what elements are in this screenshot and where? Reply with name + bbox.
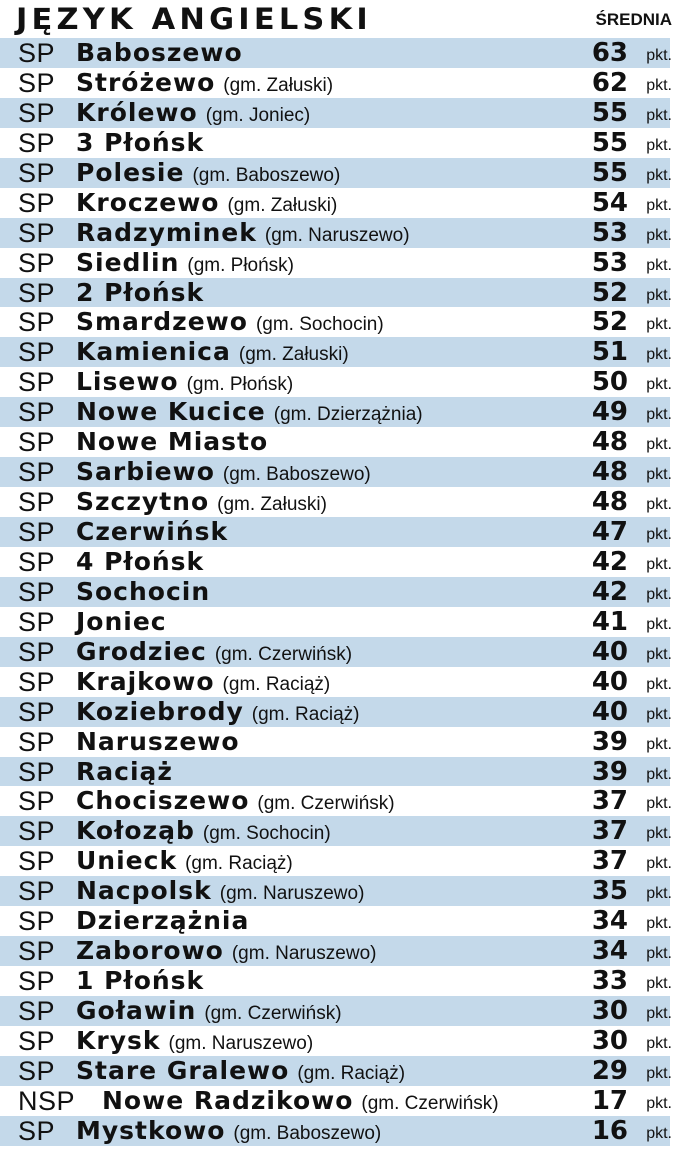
score-unit: pkt. <box>646 136 672 154</box>
list-item <box>0 457 700 487</box>
list-item <box>0 128 700 158</box>
school-name: Sarbiewo <box>76 457 215 487</box>
score-unit: pkt. <box>646 406 672 424</box>
school-type: SP <box>18 277 56 308</box>
school-name-group <box>76 218 410 251</box>
list-item <box>0 727 700 757</box>
school-name-group <box>76 816 331 849</box>
municipality-note: (gm. Czerwińsk) <box>214 643 353 665</box>
school-name: Lisewo <box>76 367 179 397</box>
school-name-group <box>76 607 167 637</box>
school-name: 2 Płońsk <box>76 277 205 307</box>
school-name-group <box>76 697 359 730</box>
score-unit: pkt. <box>646 466 672 484</box>
list-item <box>0 697 700 727</box>
school-type: NSP <box>18 1085 76 1116</box>
score-unit: pkt. <box>646 585 672 603</box>
list-item <box>0 577 700 607</box>
municipality-note: (gm. Czerwińsk) <box>257 793 395 815</box>
school-type: SP <box>18 457 56 488</box>
score-unit: pkt. <box>646 346 672 364</box>
list-item <box>0 248 700 278</box>
municipality-note: (gm. Załuski) <box>223 74 334 96</box>
score-unit: pkt. <box>646 316 672 334</box>
score-unit: pkt. <box>646 106 672 124</box>
list-item <box>0 906 700 936</box>
list-item <box>0 487 700 517</box>
school-name: Krajkowo <box>76 666 215 696</box>
school-name: Siedlin <box>76 247 180 277</box>
list-item <box>0 188 700 218</box>
school-name: Mystkowo <box>76 1115 226 1145</box>
school-type: SP <box>18 397 56 428</box>
school-name: Kamienica <box>76 337 231 367</box>
school-name-group <box>76 1026 313 1059</box>
average-score: 30 <box>591 1025 628 1056</box>
average-score: 42 <box>591 576 628 607</box>
school-name-group <box>76 397 423 430</box>
school-name: Zaborowo <box>76 936 224 966</box>
municipality-note: (gm. Załuski) <box>238 344 349 366</box>
average-score: 55 <box>591 127 628 158</box>
school-name: Dzierzążnia <box>76 906 250 936</box>
list-item <box>0 876 700 906</box>
average-score: 29 <box>591 1055 628 1086</box>
average-score: 40 <box>591 636 628 667</box>
school-type: SP <box>18 816 56 847</box>
average-score: 40 <box>591 696 628 727</box>
school-name-group <box>76 427 268 457</box>
municipality-note: (gm. Czerwińsk) <box>204 1003 342 1024</box>
score-unit: pkt. <box>646 645 672 663</box>
list-item <box>0 637 700 667</box>
school-name: Chociszewo <box>76 786 250 816</box>
school-name-group <box>102 1086 499 1119</box>
score-unit: pkt. <box>646 1005 672 1022</box>
school-name: Szczytno <box>76 487 210 517</box>
average-score: 49 <box>591 397 628 428</box>
school-name-group <box>76 307 384 340</box>
school-type: SP <box>18 696 56 727</box>
school-type: SP <box>18 576 56 607</box>
score-unit: pkt. <box>646 915 672 933</box>
school-name-group <box>76 966 204 996</box>
municipality-note: (gm. Baboszewo) <box>233 1122 382 1144</box>
list-item <box>0 667 700 697</box>
average-score: 37 <box>591 816 628 847</box>
score-unit: pkt. <box>646 945 672 963</box>
school-name-group <box>76 248 294 281</box>
municipality-note: (gm. Naruszewo) <box>168 1032 314 1054</box>
average-score: 42 <box>591 546 628 577</box>
score-unit: pkt. <box>646 256 672 274</box>
school-name: Stare Gralewo <box>76 1055 290 1085</box>
list-item <box>0 816 700 846</box>
school-name-group <box>76 337 349 370</box>
average-score: 30 <box>591 996 628 1026</box>
school-name-group <box>76 936 377 969</box>
school-name: Smardzewo <box>76 307 248 337</box>
score-unit: pkt. <box>646 1034 672 1052</box>
list-item <box>0 846 700 876</box>
school-type: SP <box>18 666 56 697</box>
score-unit: pkt. <box>646 705 672 723</box>
average-score: 62 <box>591 67 628 98</box>
score-unit: pkt. <box>646 496 672 514</box>
school-type: SP <box>18 996 56 1026</box>
municipality-note: (gm. Płońsk) <box>186 374 294 396</box>
list-item <box>0 38 700 68</box>
list-item <box>0 1026 700 1056</box>
school-name: 4 Płońsk <box>76 546 205 576</box>
school-name: Naruszewo <box>76 726 240 756</box>
school-name-group <box>76 846 293 879</box>
municipality-note: (gm. Naruszewo) <box>219 883 365 905</box>
municipality-note: (gm. Baboszewo) <box>192 164 341 186</box>
score-unit: pkt. <box>646 376 672 394</box>
school-name-group <box>76 128 204 158</box>
average-score: 33 <box>591 966 628 997</box>
school-name-group <box>76 906 249 936</box>
school-name-group <box>76 278 204 308</box>
school-type: SP <box>18 636 56 667</box>
score-unit: pkt. <box>646 885 672 903</box>
school-type: SP <box>18 606 56 637</box>
school-name-group <box>76 1056 405 1089</box>
score-unit: pkt. <box>646 436 672 454</box>
municipality-note: (gm. Baboszewo) <box>222 464 371 486</box>
school-name: Polesie <box>76 157 185 187</box>
list-item <box>0 337 700 367</box>
average-score: 55 <box>591 157 628 188</box>
list-item <box>0 757 700 787</box>
school-type: SP <box>18 367 56 398</box>
school-type: SP <box>18 487 56 518</box>
school-type: SP <box>18 876 56 907</box>
school-name-group <box>76 727 240 757</box>
score-unit: pkt. <box>646 975 672 993</box>
list-item <box>0 1116 700 1146</box>
school-type: SP <box>18 756 56 787</box>
school-type: SP <box>18 1055 56 1086</box>
average-score: 53 <box>591 217 628 248</box>
score-unit: pkt. <box>646 1124 672 1142</box>
school-name-group <box>76 367 293 400</box>
average-score: 16 <box>591 1115 628 1146</box>
score-unit: pkt. <box>646 795 672 813</box>
score-unit: pkt. <box>646 196 672 214</box>
school-type: SP <box>18 427 56 458</box>
school-name-group <box>76 876 364 909</box>
school-name: Sochocin <box>76 576 211 606</box>
average-score: 41 <box>591 606 628 637</box>
list-item <box>0 547 700 577</box>
school-name-group <box>76 1116 381 1149</box>
page-title: JĘZYK ANGIELSKI <box>16 2 372 36</box>
school-name: 1 Płońsk <box>76 966 205 996</box>
school-name-group <box>76 68 333 101</box>
school-name-group <box>76 637 352 670</box>
school-name-group <box>76 457 371 490</box>
school-type: SP <box>18 97 56 128</box>
municipality-note: (gm. Raciąż) <box>297 1062 406 1084</box>
school-type: SP <box>18 127 56 158</box>
municipality-note: (gm. Czerwińsk) <box>361 1092 499 1114</box>
list-item <box>0 68 700 98</box>
school-type: SP <box>18 1115 56 1146</box>
school-name: Koziebrody <box>76 696 244 726</box>
school-type: SP <box>18 337 56 368</box>
list-item <box>0 966 700 996</box>
municipality-note: (gm. Załuski) <box>227 194 338 216</box>
school-name: Baboszewo <box>76 38 243 67</box>
school-name: Kołoząb <box>76 816 195 846</box>
results-list <box>0 38 700 1146</box>
list-item <box>0 307 700 337</box>
list-item <box>0 1086 700 1116</box>
average-score: 17 <box>591 1085 628 1116</box>
school-type: SP <box>18 846 56 877</box>
school-name: 3 Płońsk <box>76 127 205 157</box>
average-column-header: ŚREDNIA <box>595 10 672 29</box>
list-item <box>0 397 700 427</box>
score-unit: pkt. <box>646 76 672 94</box>
list-item <box>0 786 700 816</box>
average-score: 63 <box>591 38 628 68</box>
school-type: SP <box>18 187 56 218</box>
list-item <box>0 996 700 1026</box>
list-item <box>0 367 700 397</box>
score-unit: pkt. <box>646 166 672 184</box>
school-name-group <box>76 517 228 547</box>
score-unit: pkt. <box>646 526 672 543</box>
average-score: 55 <box>591 97 628 128</box>
average-score: 37 <box>591 786 628 817</box>
score-unit: pkt. <box>646 855 672 873</box>
score-unit: pkt. <box>646 765 672 783</box>
table-header <box>0 0 700 38</box>
school-type: SP <box>18 38 56 68</box>
school-type: SP <box>18 966 56 997</box>
score-unit: pkt. <box>646 47 672 64</box>
list-item <box>0 427 700 457</box>
school-name: Stróżewo <box>76 67 216 97</box>
score-unit: pkt. <box>646 675 672 693</box>
school-name-group <box>76 996 342 1029</box>
school-type: SP <box>18 726 56 757</box>
average-score: 51 <box>591 337 628 368</box>
list-item <box>0 98 700 128</box>
average-score: 48 <box>591 427 628 458</box>
municipality-note: (gm. Naruszewo) <box>231 943 377 965</box>
average-score: 48 <box>591 487 628 518</box>
score-unit: pkt. <box>646 286 672 304</box>
school-name-group <box>76 547 204 577</box>
school-name-group <box>76 38 243 68</box>
list-item <box>0 158 700 188</box>
school-name: Grodziec <box>76 636 207 666</box>
municipality-note: (gm. Raciąż) <box>251 703 360 725</box>
average-score: 48 <box>591 457 628 488</box>
school-type: SP <box>18 906 56 937</box>
municipality-note: (gm. Sochocin) <box>202 823 331 845</box>
list-item <box>0 278 700 308</box>
school-type: SP <box>18 517 56 547</box>
score-unit: pkt. <box>646 555 672 573</box>
school-type: SP <box>18 217 56 248</box>
school-name: Nowe Kucice <box>76 397 266 427</box>
score-unit: pkt. <box>646 1094 672 1112</box>
school-type: SP <box>18 307 56 338</box>
average-score: 52 <box>591 307 628 338</box>
average-score: 35 <box>591 876 628 907</box>
school-name-group <box>76 577 210 607</box>
school-type: SP <box>18 67 56 98</box>
school-name: Unieck <box>76 846 178 876</box>
school-name: Raciąż <box>76 756 173 786</box>
school-type: SP <box>18 157 56 188</box>
school-type: SP <box>18 936 56 967</box>
list-item <box>0 218 700 248</box>
municipality-note: (gm. Naruszewo) <box>264 224 410 246</box>
average-score: 39 <box>591 756 628 787</box>
average-score: 34 <box>591 936 628 967</box>
score-unit: pkt. <box>646 226 672 244</box>
municipality-note: (gm. Płońsk) <box>187 254 295 276</box>
school-type: SP <box>18 786 56 817</box>
average-score: 52 <box>591 277 628 308</box>
average-score: 37 <box>591 846 628 877</box>
school-type: SP <box>18 1025 56 1056</box>
average-score: 39 <box>591 726 628 757</box>
school-type: SP <box>18 247 56 278</box>
school-name: Radzyminek <box>76 217 257 247</box>
school-name: Kroczewo <box>76 187 220 217</box>
school-name-group <box>76 98 310 131</box>
average-score: 40 <box>591 666 628 697</box>
list-item <box>0 1056 700 1086</box>
score-unit: pkt. <box>646 615 672 633</box>
school-name: Joniec <box>76 606 167 636</box>
school-name: Królewo <box>76 97 198 127</box>
school-name-group <box>76 757 173 787</box>
municipality-note: (gm. Raciąż) <box>222 673 331 695</box>
school-name-group <box>76 487 327 520</box>
average-score: 53 <box>591 247 628 278</box>
municipality-note: (gm. Raciąż) <box>185 853 293 875</box>
school-name: Nowe Radzikowo <box>102 1085 354 1115</box>
municipality-note: (gm. Joniec) <box>205 104 311 126</box>
list-item <box>0 607 700 637</box>
score-unit: pkt. <box>646 1064 672 1082</box>
score-unit: pkt. <box>646 825 672 843</box>
school-name: Krysk <box>76 1025 161 1055</box>
school-name: Goławin <box>76 996 197 1025</box>
list-item <box>0 936 700 966</box>
school-name-group <box>76 667 330 700</box>
municipality-note: (gm. Załuski) <box>217 494 327 516</box>
score-unit: pkt. <box>646 735 672 753</box>
average-score: 47 <box>591 517 628 547</box>
list-item <box>0 517 700 547</box>
average-score: 54 <box>591 187 628 218</box>
school-name: Czerwińsk <box>76 517 229 546</box>
school-name-group <box>76 158 340 191</box>
average-score: 50 <box>591 367 628 398</box>
school-name-group <box>76 188 337 221</box>
municipality-note: (gm. Dzierzążnia) <box>273 404 423 426</box>
average-score: 34 <box>591 906 628 937</box>
school-name: Nacpolsk <box>76 876 212 906</box>
municipality-note: (gm. Sochocin) <box>255 314 384 336</box>
school-type: SP <box>18 546 56 577</box>
school-name: Nowe Miasto <box>76 427 269 457</box>
school-name-group <box>76 786 395 819</box>
